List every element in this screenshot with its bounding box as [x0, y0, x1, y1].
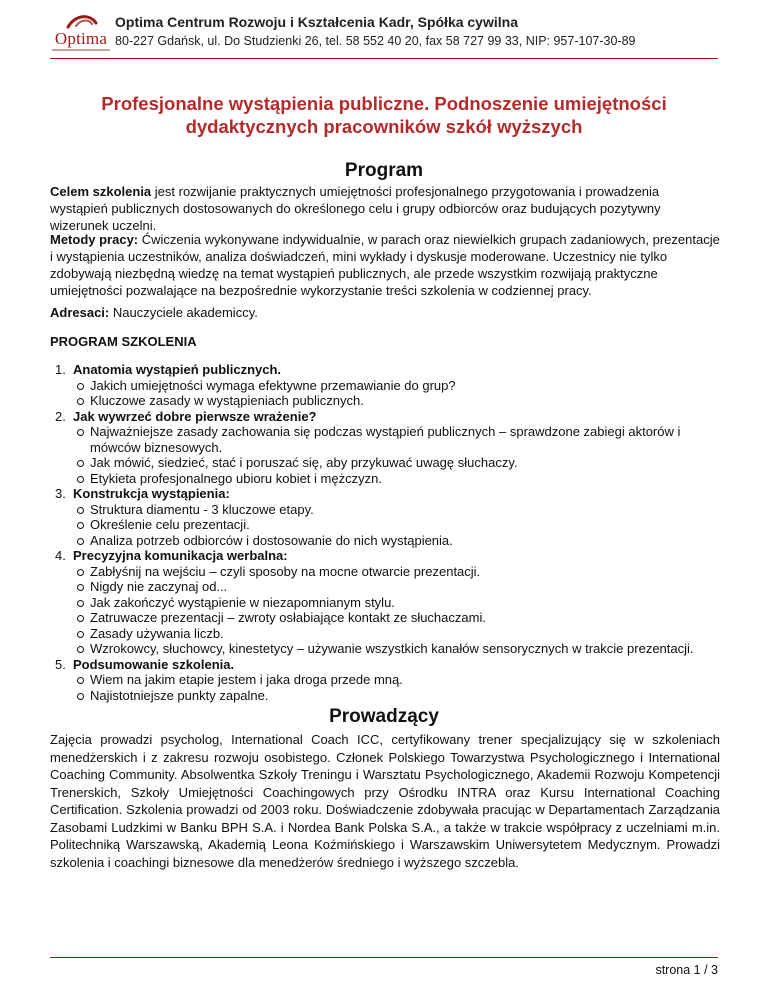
circle-bullet-icon — [77, 631, 84, 638]
section-number: 2. — [55, 408, 66, 424]
list-item: Najistotniejsze punkty zapalne. — [73, 688, 720, 704]
circle-bullet-icon — [77, 383, 84, 390]
circle-bullet-icon — [77, 600, 84, 607]
list-item: Zabłyśnij na wejściu – czyli sposoby na mocne otwarcie prezentacji. — [73, 564, 720, 580]
list-item: Wzrokowcy, słuchowcy, kinestetycy – używanie wszystkich kanałów sensorycznych w trakcie prezentacji. — [73, 641, 720, 657]
audience-text: Nauczyciele akademiccy. — [109, 305, 258, 320]
company-address: 80-227 Gdańsk, ul. Do Studzienki 26, tel. 58 552 40 20, fax 58 727 99 33, NIP: 957-107-30-89 — [115, 34, 636, 48]
program-list-heading: PROGRAM SZKOLENIA — [50, 334, 197, 349]
circle-bullet-icon — [77, 693, 84, 700]
list-item: Jak zakończyć wystąpienie w niezapomnianym stylu. — [73, 595, 720, 611]
circle-bullet-icon — [77, 569, 84, 576]
optima-logo — [50, 12, 112, 58]
goal-label: Celem szkolenia — [50, 184, 152, 199]
list-item: Nigdy nie zaczynaj od... — [73, 579, 720, 595]
program-section — [50, 548, 720, 657]
methods-text: Ćwiczenia wykonywane indywidualnie, w parach oraz niewielkich grupach zadaniowych, prezentacje i wystąpienia uczestników, analiza doświadczeń, mini wykłady i dyskusje moderowane. Uczestnicy nie tylko zdobywają niezbędną wiedzę na temat wystąpień publicznych, ale przede wszystkim rozwijają praktyczne umiejętności pozwalające na bezpośrednie wykorzystanie treści szkolenia w codziennej pracy. — [50, 232, 720, 298]
section-items — [73, 502, 720, 549]
section-items — [73, 424, 720, 486]
section-number: 5. — [55, 656, 66, 672]
program-section — [50, 409, 720, 487]
company-name: Optima Centrum Rozwoju i Kształcenia Kadr, Spółka cywilna — [115, 14, 518, 30]
program-section — [50, 486, 720, 548]
section-title: Jak wywrzeć dobre pierwsze wrażenie? — [73, 408, 317, 424]
list-item: Etykieta profesjonalnego ubioru kobiet i mężczyzn. — [73, 471, 720, 487]
document-title-line-2: dydaktycznych pracowników szkół wyższych — [185, 116, 583, 137]
section-number: 4. — [55, 548, 66, 563]
list-item: Jakich umiejętności wymaga efektywne przemawianie do grup? — [73, 378, 720, 394]
section-items — [73, 378, 720, 409]
trainer-bio-paragraph: Zajęcia prowadzi psycholog, International Coach ICC, certyfikowany trener specjalizujący się w szkoleniach menedżerskich i z zakresu rozwoju osobistego. Członek Polskiego Towarzystwa Psychologicznego i International Coaching Community. Absolwentka Szkoły Treningu i Warsztatu Psychologicznego, Akademii Rozwoju Kompetencji Trenerskich, Szkoły Umiejętności Coachingowych przy Ośrodku INTRA oraz Kursu International Coaching Certification. Szkolenia prowadzi od 2003 roku. Doświadczenie zdobywała pracując w Departamentach Zarządzania Zasobami Ludzkimi w Banku BPH S.A. i Nordea Bank Polska S.A., a także w trakcie współpracy z uczelniami m.in. Politechniką Warszawską, Akademią Leona Koźmińskiego i Warszawskim Uniwersytetem Medycznym. Prowadzi szkolenia i coachingi biznesowe dla menedżerów średniego i wyższego szczebla. — [50, 732, 720, 870]
list-item: Kluczowe zasady w wystąpieniach publicznych. — [73, 393, 720, 409]
circle-bullet-icon — [77, 584, 84, 591]
letterhead — [50, 12, 718, 58]
section-items — [73, 564, 720, 657]
audience-label: Adresaci: — [50, 305, 110, 320]
circle-bullet-icon — [77, 522, 84, 529]
list-item: Zasady używania liczb. — [73, 626, 720, 642]
logo-underline — [52, 49, 110, 51]
methods-paragraph — [50, 231, 720, 299]
footer-divider — [50, 957, 718, 958]
program-section — [50, 657, 720, 704]
logo-wordmark: Optima — [54, 29, 108, 48]
goal-paragraph — [50, 183, 720, 234]
goal-text: jest rozwijanie praktycznych umiejętności profesjonalnego przygotowania i prowadzenia wystąpień publicznych dostosowanych do określonego celu i grupy odbiorców oraz budujących pozytywny wizerunek uczelni. — [50, 184, 661, 233]
prowadzacy-heading: Prowadzący — [329, 706, 439, 727]
section-title: Konstrukcja wystąpienia: — [73, 486, 230, 501]
section-number: 3. — [55, 486, 66, 501]
circle-bullet-icon — [77, 677, 84, 684]
circle-bullet-icon — [77, 507, 84, 514]
program-section — [50, 362, 720, 409]
section-number: 1. — [55, 362, 66, 377]
document-title — [60, 92, 708, 138]
section-title: Anatomia wystąpień publicznych. — [73, 362, 282, 377]
methods-label: Metody pracy: — [50, 232, 139, 247]
program-list — [50, 362, 720, 703]
circle-bullet-icon — [77, 429, 84, 436]
list-item: Najważniejsze zasady zachowania się podczas wystąpień publicznych – sprawdzone zabiegi aktorów i mówców biznesowych. — [73, 424, 720, 455]
document-title-line-1: Profesjonalne wystąpienia publiczne. Podnoszenie umiejętności — [101, 93, 667, 114]
page-number: strona 1 / 3 — [655, 963, 718, 977]
list-item: Analiza potrzeb odbiorców i dostosowanie do nich wystąpienia. — [73, 533, 720, 549]
circle-bullet-icon — [77, 646, 84, 653]
section-title: Precyzyjna komunikacja werbalna: — [73, 548, 288, 563]
list-item: Jak mówić, siedzieć, stać i poruszać się, aby przykuwać uwagę słuchaczy. — [73, 455, 720, 471]
list-item: Zatruwacze prezentacji – zwroty osłabiające kontakt ze słuchaczami. — [73, 610, 720, 626]
section-title: Podsumowanie szkolenia. — [73, 656, 235, 672]
section-items — [73, 672, 720, 703]
list-item: Struktura diamentu - 3 kluczowe etapy. — [73, 502, 720, 518]
program-heading: Program — [344, 160, 424, 181]
list-item: Określenie celu prezentacji. — [73, 517, 720, 533]
circle-bullet-icon — [77, 538, 84, 545]
header-divider — [50, 58, 718, 59]
circle-bullet-icon — [77, 460, 84, 467]
circle-bullet-icon — [77, 615, 84, 622]
audience-paragraph — [50, 304, 720, 321]
circle-bullet-icon — [77, 398, 84, 405]
list-item: Wiem na jakim etapie jestem i jaka droga przede mną. — [73, 672, 720, 688]
circle-bullet-icon — [77, 476, 84, 483]
